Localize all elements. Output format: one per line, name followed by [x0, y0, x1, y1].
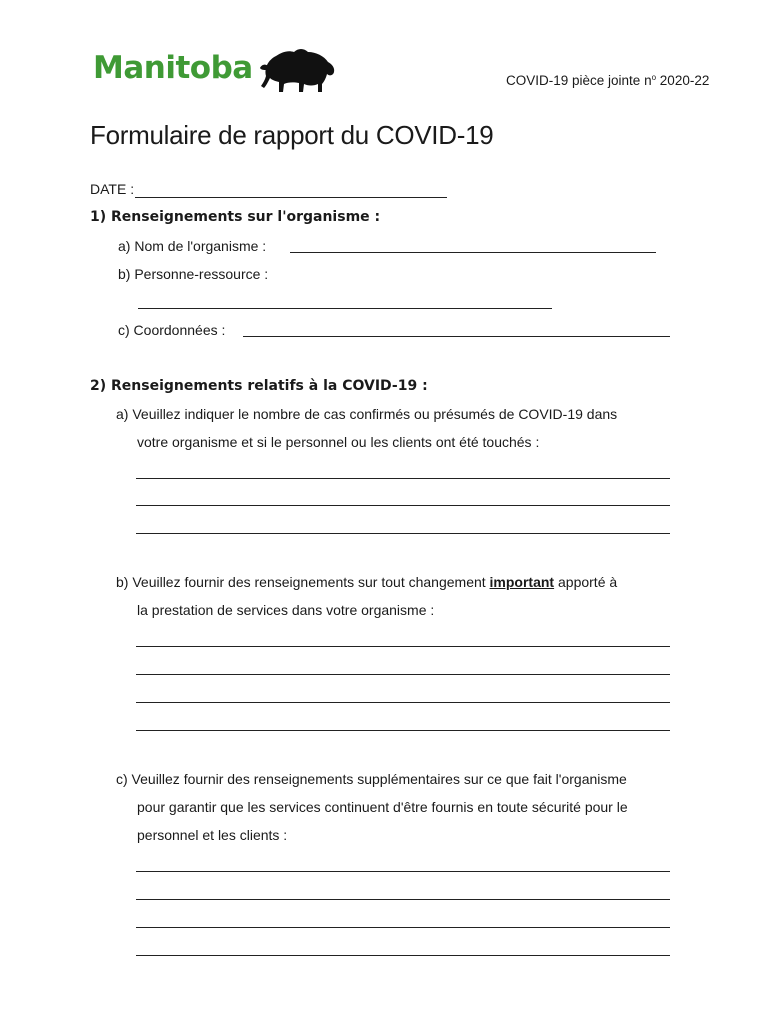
answer-b-line[interactable]: [136, 674, 670, 675]
contact-person-label: b) Personne-ressource :: [118, 266, 269, 282]
question-c-line2: pour garantir que les services continuent d'être fournis en toute sécurité pour le: [137, 799, 628, 815]
contact-info-field[interactable]: [243, 336, 670, 337]
answer-c-line[interactable]: [136, 955, 670, 956]
answer-c-line[interactable]: [136, 927, 670, 928]
document-reference: [506, 73, 709, 88]
question-b-line1: [116, 574, 617, 590]
question-a-line2: votre organisme et si le personnel ou les clients ont été touchés :: [137, 434, 540, 450]
question-a-line1: a) Veuillez indiquer le nombre de cas confirmés ou présumés de COVID-19 dans: [116, 406, 618, 422]
section1-heading: 1) Renseignements sur l'organisme :: [90, 209, 381, 225]
doc-ref-sup: o: [651, 73, 657, 82]
answer-a-line[interactable]: [136, 505, 670, 506]
bison-icon: [258, 46, 336, 94]
date-field[interactable]: [135, 197, 447, 198]
answer-c-line[interactable]: [136, 871, 670, 872]
section2-heading: 2) Renseignements relatifs à la COVID-19 :: [90, 378, 428, 394]
question-b-line2: la prestation de services dans votre organisme :: [137, 602, 435, 618]
answer-b-line[interactable]: [136, 702, 670, 703]
answer-c-line[interactable]: [136, 899, 670, 900]
contact-info-label: c) Coordonnées :: [118, 322, 226, 338]
org-name-field[interactable]: [290, 252, 656, 253]
question-c-line3: personnel et les clients :: [137, 827, 288, 843]
question-c-line1: c) Veuillez fournir des renseignements supplémentaires sur ce que fait l'organisme: [116, 771, 627, 787]
question-b-text-end: apporté à: [554, 574, 618, 590]
question-b-emphasis: important: [489, 574, 555, 590]
doc-ref-prefix: COVID-19 pièce jointe n: [506, 73, 652, 88]
answer-a-line[interactable]: [136, 533, 670, 534]
answer-b-line[interactable]: [136, 646, 670, 647]
org-name-label: a) Nom de l'organisme :: [118, 238, 267, 254]
answer-b-line[interactable]: [136, 730, 670, 731]
doc-ref-number: 2020-22: [659, 73, 710, 88]
page-title: Formulaire de rapport du COVID-19: [90, 120, 494, 150]
manitoba-logo: [93, 46, 343, 98]
answer-a-line[interactable]: [136, 478, 670, 479]
contact-person-field[interactable]: [138, 308, 552, 309]
question-b-text: b) Veuillez fournir des renseignements sur tout changement: [116, 574, 490, 590]
date-label: DATE :: [90, 181, 135, 197]
logo-text: Manitoba: [93, 50, 253, 86]
